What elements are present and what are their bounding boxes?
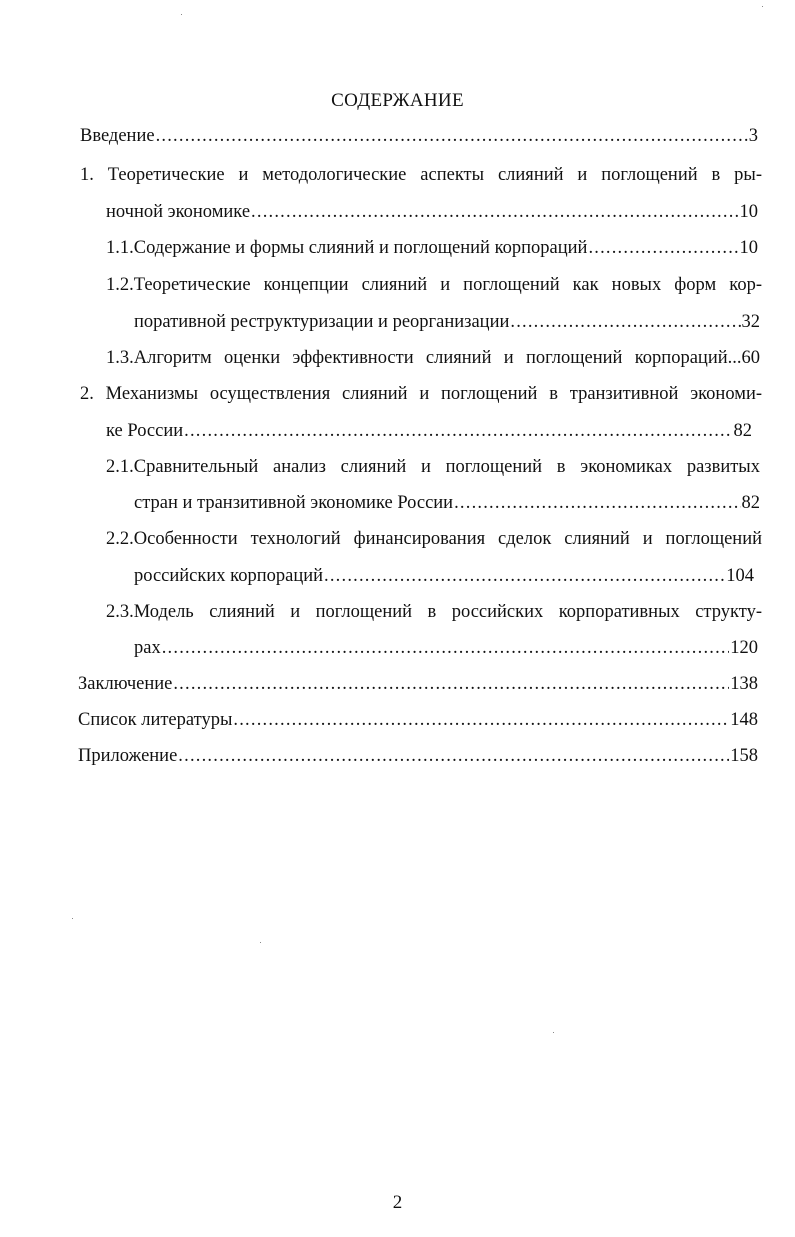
toc-entry-text: рах bbox=[134, 638, 161, 658]
toc-section-1-2-title: 1.2.Теоретические концепции слияний и поглощений как новых форм кор- bbox=[106, 275, 762, 295]
toc-section-1-3: 1.3.Алгоритм оценки эффективности слияний и поглощений корпораций...60 bbox=[106, 348, 760, 368]
dot-leader bbox=[184, 419, 732, 443]
scan-speck bbox=[260, 942, 261, 943]
toc-entry-references bbox=[78, 708, 758, 732]
dot-leader bbox=[510, 310, 740, 334]
toc-section-1-1 bbox=[106, 236, 758, 260]
toc-page-number: 104 bbox=[726, 566, 754, 586]
toc-section-2-1-cont bbox=[134, 491, 760, 515]
dot-leader bbox=[178, 744, 729, 768]
toc-page-number: 82 bbox=[741, 493, 760, 513]
toc-entry-text: ке России bbox=[106, 421, 184, 441]
toc-section-2-2-cont bbox=[134, 564, 754, 588]
dot-leader bbox=[162, 636, 730, 660]
toc-entry-text: Заключение bbox=[78, 674, 173, 694]
dot-leader bbox=[588, 236, 738, 260]
toc-entry-conclusion bbox=[78, 672, 758, 696]
scan-speck bbox=[181, 14, 182, 15]
page-number: 2 bbox=[392, 1192, 403, 1213]
toc-page-number: 138 bbox=[730, 674, 758, 694]
toc-chapter-1-title: 1. Теоретические и методологические аспекты слияний и поглощений в ры- bbox=[80, 165, 762, 185]
scan-speck bbox=[72, 918, 73, 919]
toc-page-number: 120 bbox=[730, 638, 758, 658]
dot-leader bbox=[156, 124, 748, 148]
toc-entry-text: 1.1.Содержание и формы слияний и поглощений корпораций bbox=[106, 238, 588, 258]
toc-entry-appendix bbox=[78, 744, 758, 768]
toc-chapter-2-cont bbox=[106, 419, 752, 443]
toc-chapter-1-cont bbox=[106, 200, 758, 224]
dot-leader bbox=[173, 672, 729, 696]
toc-chapter-2-title: 2. Механизмы осуществления слияний и поглощений в транзитивной экономи- bbox=[80, 384, 762, 404]
toc-section-2-1-title: 2.1.Сравнительный анализ слияний и поглощений в экономиках развитых bbox=[106, 457, 760, 477]
dot-leader bbox=[454, 491, 740, 515]
toc-page-number: 3 bbox=[748, 126, 758, 146]
toc-page-number: 10 bbox=[739, 202, 758, 222]
toc-entry-text: Введение bbox=[80, 126, 155, 146]
toc-section-2-3-cont bbox=[134, 636, 758, 660]
dot-leader bbox=[324, 564, 725, 588]
toc-section-1-2-cont bbox=[134, 310, 760, 334]
toc-section-2-2-title: 2.2.Особенности технологий финансирования сделок слияний и поглощений bbox=[106, 529, 762, 549]
toc-section-2-3-title: 2.3.Модель слияний и поглощений в российских корпоративных структу- bbox=[106, 602, 762, 622]
toc-page-number: 148 bbox=[730, 710, 758, 730]
scan-speck bbox=[553, 1032, 554, 1033]
toc-entry-text: ночной экономике bbox=[106, 202, 251, 222]
toc-entry-text: Список литературы bbox=[78, 710, 233, 730]
toc-entry-intro bbox=[80, 124, 758, 148]
toc-page-number: 158 bbox=[730, 746, 758, 766]
dot-leader bbox=[233, 708, 729, 732]
page-title: СОДЕРЖАНИЕ bbox=[331, 90, 464, 111]
toc-entry-text: Приложение bbox=[78, 746, 178, 766]
dot-leader bbox=[251, 200, 738, 224]
toc-entry-text: поративной реструктуризации и реорганизации bbox=[134, 312, 510, 332]
toc-entry-text: стран и транзитивной экономике России bbox=[134, 493, 454, 513]
toc-page-number: 32 bbox=[741, 312, 760, 332]
toc-page-number: 10 bbox=[739, 238, 758, 258]
scan-speck bbox=[762, 6, 763, 7]
toc-entry-text: российских корпораций bbox=[134, 566, 324, 586]
toc-page-number: 82 bbox=[733, 421, 752, 441]
